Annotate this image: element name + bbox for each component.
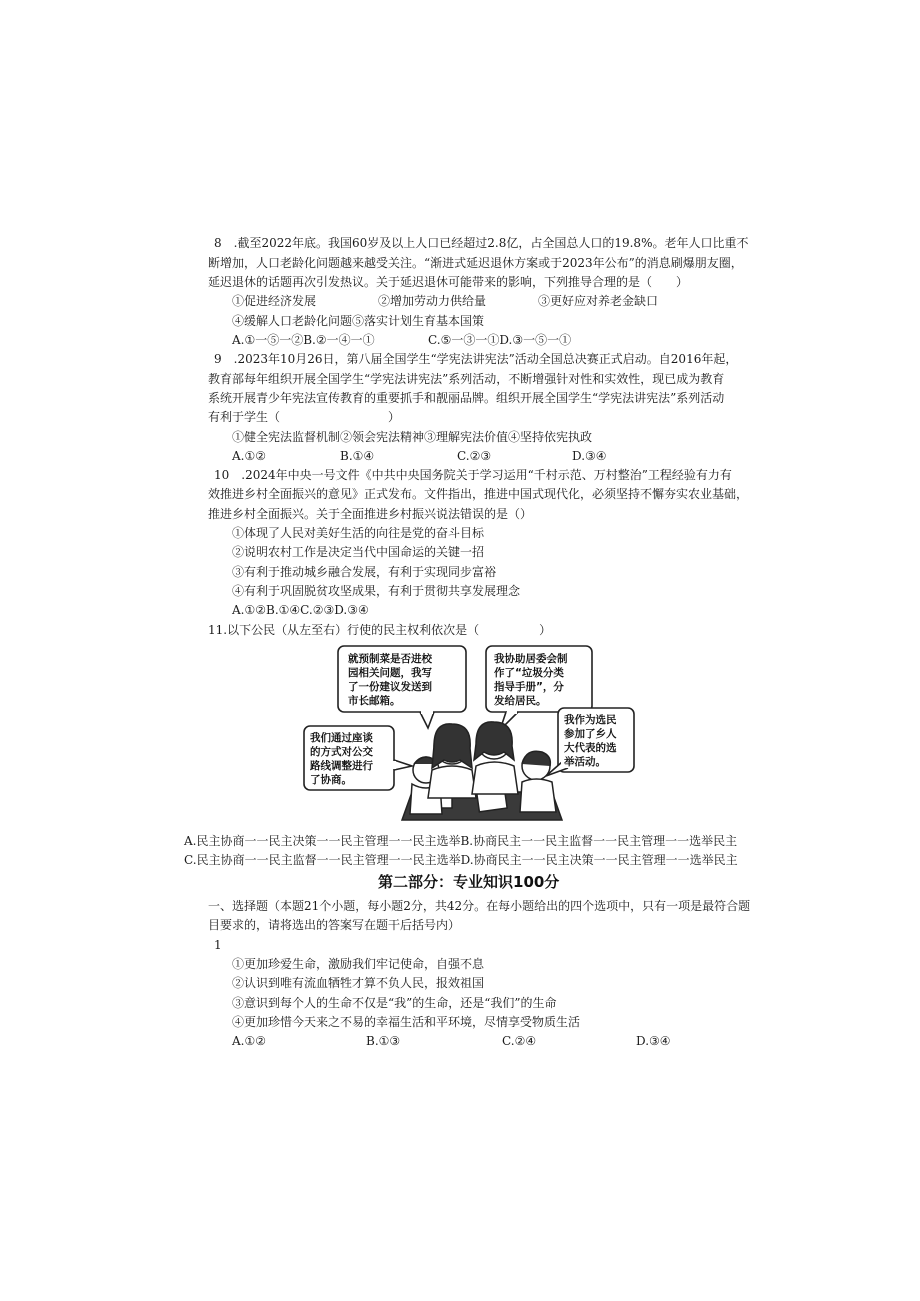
bubble-right-line-3: 大代表的选 — [564, 742, 617, 754]
section-intro-line-1: 一、选择题（本题21个小题，每小题2分，共42分。在每小题给出的四个选项中，只有一项是最符合题 — [208, 899, 751, 913]
bubble-top-left — [338, 646, 466, 728]
section-q1-answer-c: C.②④ — [502, 1034, 537, 1048]
q8-options-row-2: ④缓解人口老龄化问题⑤落实计划生育基本国策 — [232, 314, 485, 328]
bubble-right-line-4: 举活动。 — [564, 756, 606, 768]
bubble-right-line-1: 我作为选民 — [564, 714, 617, 726]
q10-answers: A.①②B.①④C.②③D.③④ — [232, 603, 369, 617]
bubble-top-right-line-4: 发给居民。 — [494, 695, 547, 707]
q8-line-1: 8 .截至2022年底。我国60岁及以上人口已经超过2.8亿，占全国总人口的19.8%。老年人口比重不 — [214, 236, 749, 250]
section-q1-option-4: ④更加珍惜今天来之不易的幸福生活和平环境，尽情享受物质生活 — [232, 1015, 581, 1029]
q11-stem: 11.以下公民（从左至右）行使的民主权利依次是（ ） — [208, 623, 552, 637]
q9-line-4: 有利于学生（ ） — [208, 410, 401, 424]
section-q1-answer-d: D.③④ — [636, 1034, 671, 1048]
q10-option-2: ②说明农村工作是决定当代中国命运的关键一招 — [232, 545, 485, 559]
bubble-left-line-4: 了协商。 — [310, 774, 352, 786]
q8-answer-ab: A.①一⑤一②B.②一④一① — [232, 333, 375, 347]
section-q1-number: 1 — [214, 938, 222, 952]
section-q1-answers — [232, 1033, 692, 1049]
q10-line-3: 推进乡村全面振兴。关于全面推进乡村振兴说法错误的是（） — [208, 507, 533, 521]
bubble-right — [546, 708, 634, 776]
section-q1-option-2: ②认识到唯有流血牺牲才算不负人民，报效祖国 — [232, 976, 485, 990]
q9-line-2: 教育部每年组织开展全国学生“学宪法讲宪法”系列活动，不断增强针对性和实效性，现已成为教育 — [208, 372, 725, 386]
q8-line-2: 断增加，人口老龄化问题越来越受关注。“渐进式延迟退休方案或于2023年公布”的消息刷爆朋友圈， — [208, 256, 743, 270]
bubble-right-line-2: 参加了乡人 — [564, 728, 617, 740]
bubble-top-right-line-3: 指导手册”，分 — [494, 681, 564, 693]
q9-answers — [232, 448, 632, 464]
q9-answer-d: D.③④ — [572, 449, 607, 463]
q11-answer-cd: C.民主协商一一民主监督一一民主管理一一民主选举D.协商民主一一民主决策一一民主管理一一选举民主 — [184, 853, 738, 867]
bubble-top-right-line-1: 我协助居委会制 — [494, 653, 568, 665]
q9-answer-c: C.②③ — [457, 449, 492, 463]
bubble-left-line-3: 路线调整进行 — [310, 760, 373, 772]
bubble-left — [304, 726, 412, 790]
q10-option-4: ④有利于巩固脱贫攻坚成果，有利于贯彻共享发展理念 — [232, 584, 521, 598]
q8-line-3: 延迟退休的话题再次引发热议。关于延迟退休可能带来的影响，下列推导合理的是（ ） — [208, 275, 689, 289]
q8-answer-cd: C.⑤一③一①D.③一⑤一① — [428, 333, 572, 347]
q9-answer-b: B.①④ — [340, 449, 375, 463]
q8-option-3: ③更好应对养老金缺口 — [538, 294, 659, 308]
bubble-top-left-line-1: 就预制菜是否进校 — [348, 653, 432, 665]
q9-options: ①健全宪法监督机制②领会宪法精神③理解宪法价值④坚持依宪执政 — [232, 430, 593, 444]
section-q1-answer-a: A.①② — [232, 1034, 266, 1048]
bubble-top-right-line-2: 作了“垃圾分类 — [494, 667, 564, 679]
q11-illustration — [300, 642, 640, 827]
q8-option-2: ②增加劳动力供给量 — [378, 294, 487, 308]
q10-option-3: ③有利于推动城乡融合发展，有利于实现同步富裕 — [232, 565, 497, 579]
section-q1-option-1: ①更加珍爱生命，激励我们牢记使命，自强不息 — [232, 957, 485, 971]
q10-option-1: ①体现了人民对美好生活的向往是党的奋斗目标 — [232, 526, 485, 540]
q10-line-2: 效推进乡村全面振兴的意见》正式发布。文件指出，推进中国式现代化，必须坚持不懈夯实农业基础， — [208, 487, 749, 501]
q8-options-row-1 — [232, 293, 692, 309]
q9-line-3: 系统开展青少年宪法宣传教育的重要抓手和靓丽品牌。组织开展全国学生“学宪法讲宪法”系列活动 — [208, 391, 725, 405]
bubble-left-line-1: 我们通过座谈 — [310, 732, 373, 744]
bubble-top-left-line-3: 了一份建议发送到 — [348, 681, 432, 693]
q8-answers — [232, 332, 632, 348]
people-at-table — [402, 722, 562, 820]
bubble-top-left-line-4: 市长邮箱。 — [348, 695, 401, 707]
section-q1-answer-b: B.①③ — [366, 1034, 401, 1048]
bubble-left-line-2: 的方式对公交 — [310, 746, 373, 758]
section-q1-option-3: ③意识到每个人的生命不仅是“我”的生命，还是“我们”的生命 — [232, 996, 557, 1010]
q8-option-1: ①促进经济发展 — [232, 294, 317, 308]
section-title: 第二部分：专业知识100分 — [378, 873, 560, 891]
section-intro-line-2: 目要求的，请将选出的答案写在题干后括号内） — [208, 918, 461, 932]
q9-answer-a: A.①② — [232, 449, 266, 463]
q11-answer-ab: A.民主协商一一民主决策一一民主管理一一民主选举B.协商民主一一民主监督一一民主管理一一选举民主 — [184, 834, 738, 848]
bubble-top-left-line-2: 园相关问题，我写 — [348, 667, 432, 679]
q9-line-1: 9 .2023年10月26日，第八届全国学生“学宪法讲宪法”活动全国总决赛正式启动。自2016年起， — [214, 352, 738, 366]
q10-line-1: 10 .2024年中央一号文件《中共中央国务院关于学习运用“千村示范、万村整治”工程经验有力有 — [214, 468, 732, 482]
